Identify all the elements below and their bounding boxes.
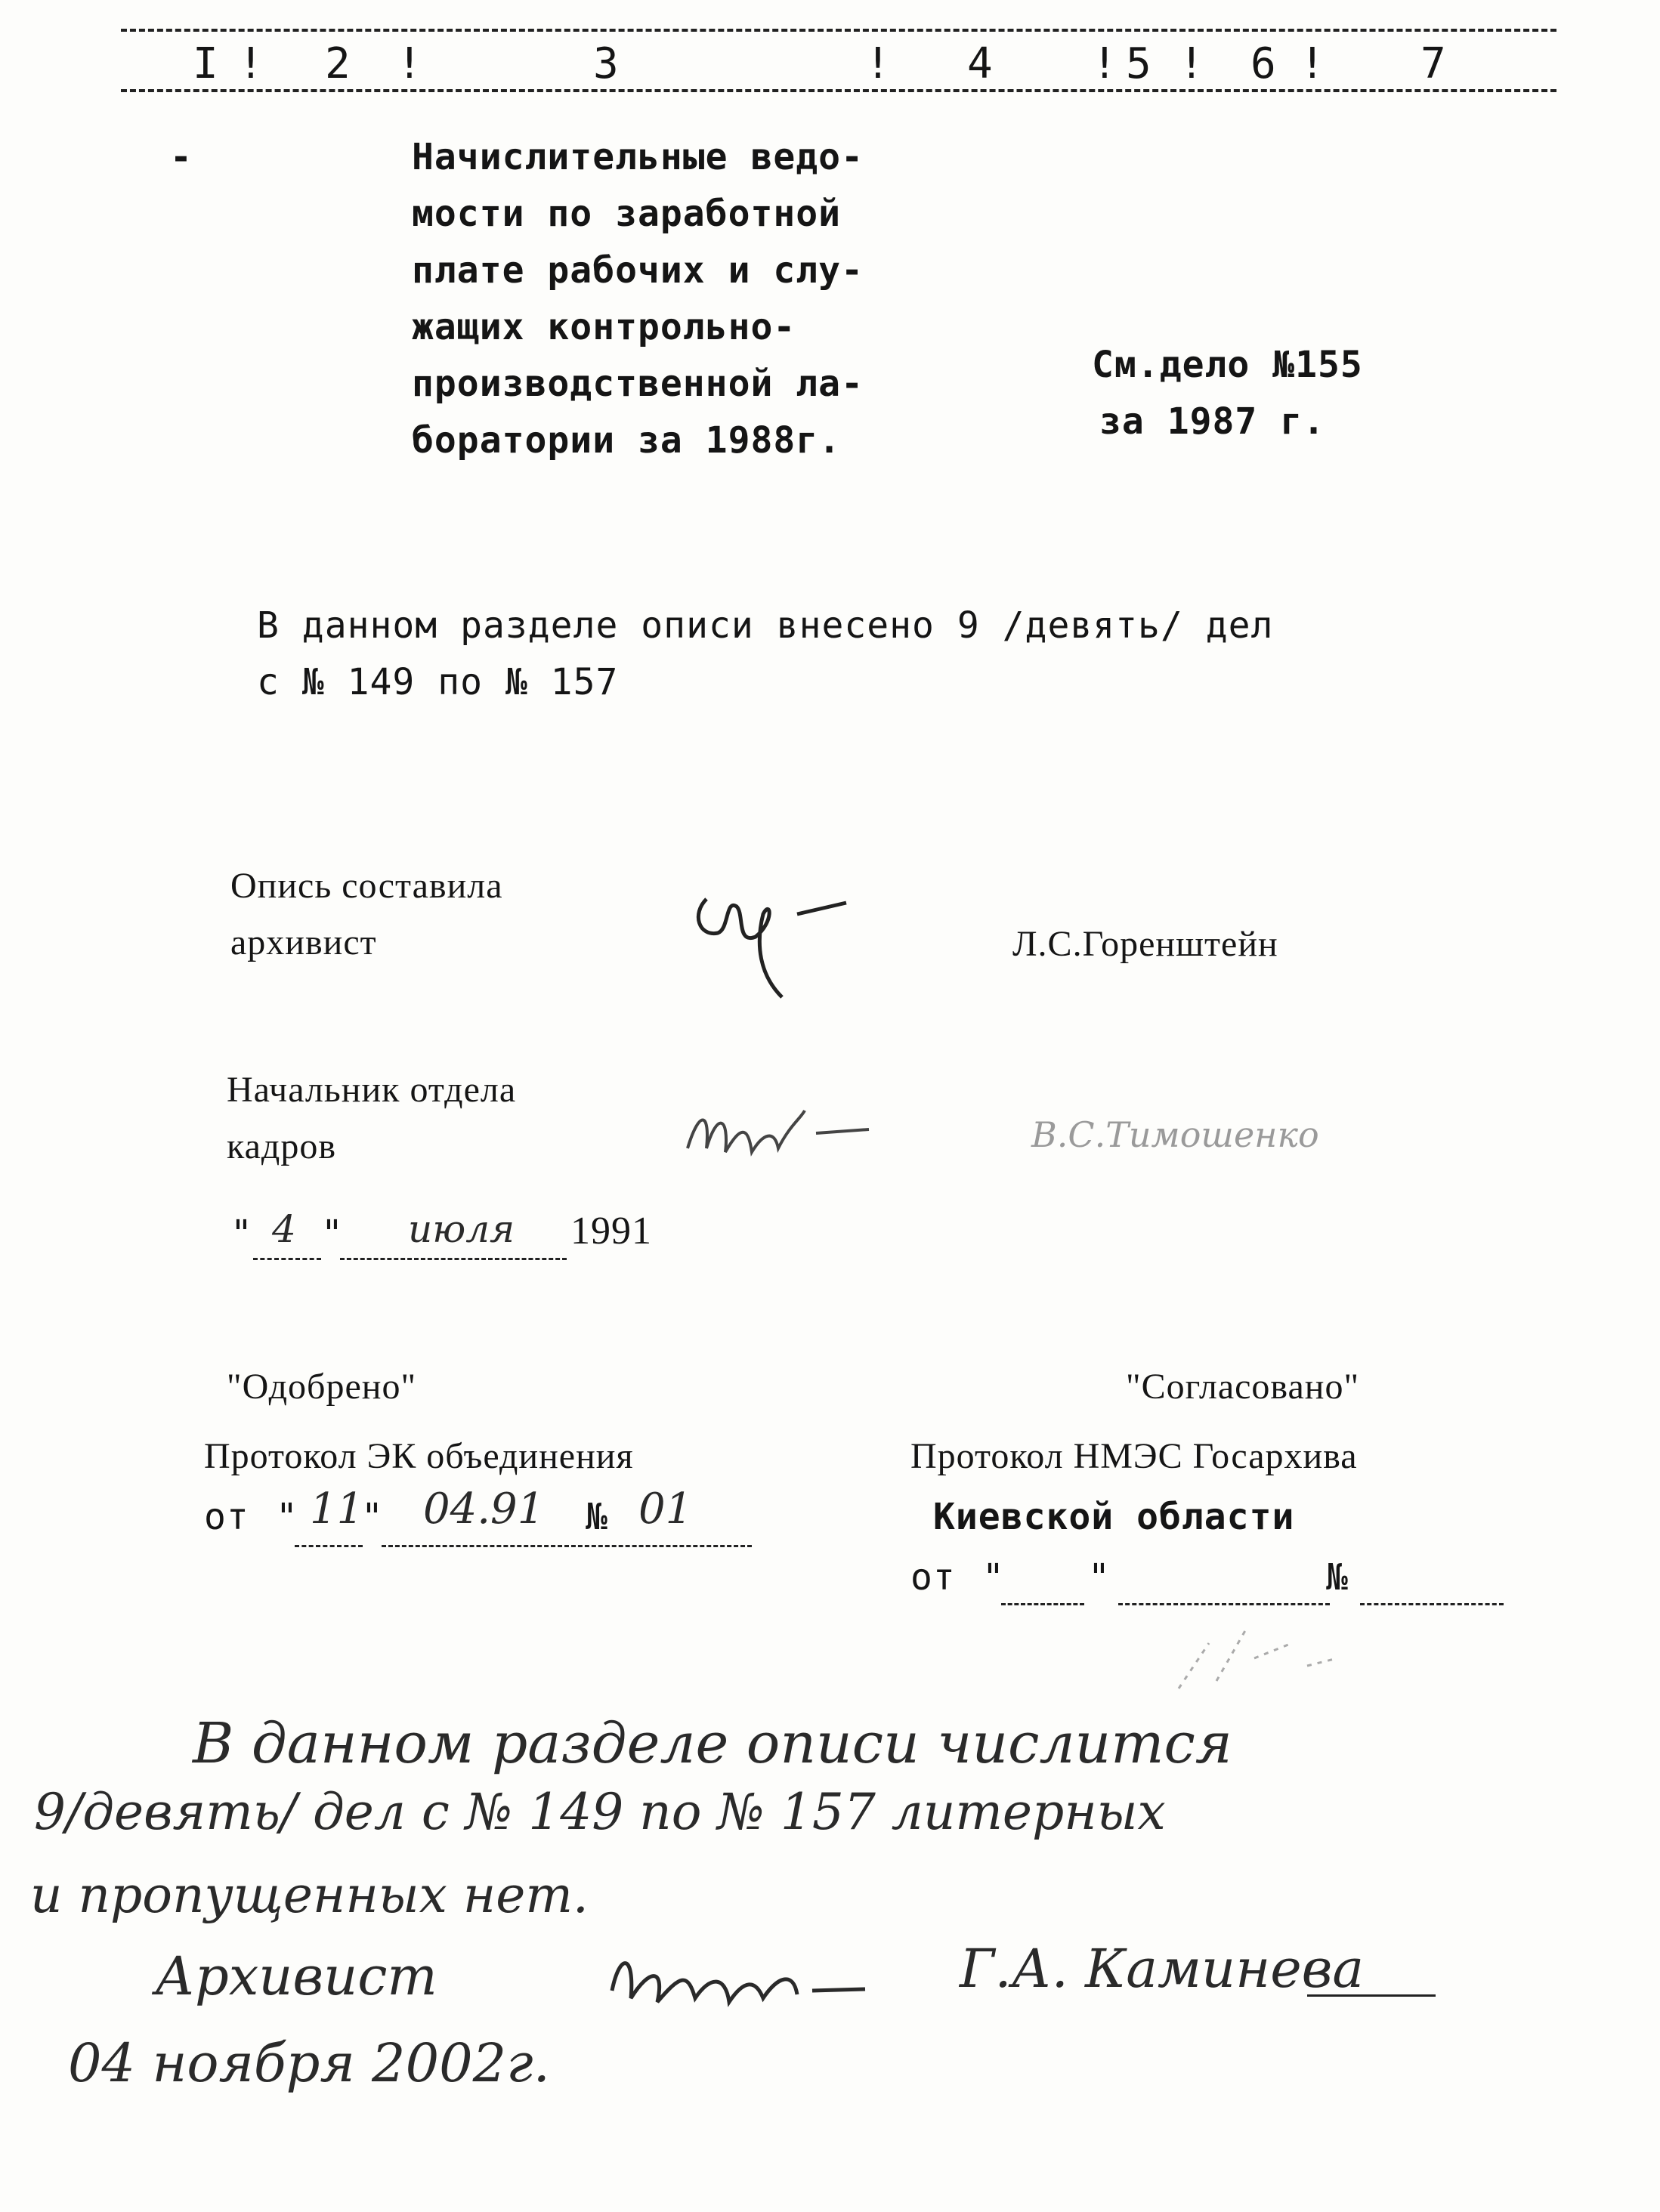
note-line-3: и пропущенных нет. (30, 1866, 589, 1924)
head-label-2: кадров (227, 1126, 336, 1166)
reference-line: См.дело №155 (1092, 344, 1363, 386)
reference-line: за 1987 г. (1099, 400, 1325, 443)
date-year: 1991 (570, 1209, 652, 1253)
approved-number: 01 (638, 1484, 693, 1534)
compiler-label-2: архивист (230, 922, 377, 962)
note-date: 04 ноября 2002г. (68, 2032, 550, 2094)
column-separator: ! (238, 39, 264, 88)
approved-number-mark: № (586, 1496, 608, 1538)
date-month-line (340, 1258, 567, 1260)
head-signature (680, 1088, 876, 1171)
summary-line-2: с № 149 по № 157 (257, 661, 619, 703)
approved-day-line (295, 1545, 363, 1547)
column-separator: ! (397, 39, 422, 88)
column-5: 5 (1126, 39, 1151, 88)
description-line: жащих контрольно- (412, 306, 796, 348)
description-line: Начислительные ведо- (412, 136, 864, 178)
approved-title: "Одобрено" (227, 1367, 417, 1407)
column-4: 4 (967, 39, 993, 88)
approved-day: 11 (310, 1484, 364, 1534)
approved-date-rest: 04.91 (423, 1484, 545, 1534)
head-label-1: Начальник отдела (227, 1070, 517, 1110)
approved-protocol: Протокол ЭК объединения (204, 1436, 634, 1476)
header-top-rule (121, 29, 1556, 32)
agreed-region: Киевской области (933, 1496, 1295, 1538)
agreed-faint-mark (1164, 1613, 1345, 1704)
description-line: мости по заработной (412, 193, 842, 235)
note-line-1: В данном разделе описи числится (193, 1711, 1232, 1776)
compiler-label-1: Опись составила (230, 866, 503, 906)
head-name: В.С.Тимошенко (1031, 1114, 1319, 1155)
agreed-month-line (1118, 1603, 1330, 1605)
column-separator: ! (1179, 39, 1204, 88)
column-1: I (193, 39, 218, 88)
note-signature (604, 1938, 876, 2028)
date-day-line (253, 1258, 321, 1260)
note-line-2: 9/девять/ дел с № 149 по № 157 литерных (34, 1783, 1166, 1841)
description-line: боратории за 1988г. (412, 419, 842, 462)
column-separator: ! (1092, 39, 1117, 88)
description-line: плате рабочих и слу- (412, 249, 864, 292)
column-separator: ! (1300, 39, 1325, 88)
approved-from-label: от (204, 1496, 249, 1538)
column-separator: ! (865, 39, 891, 88)
compiler-name: Л.С.Горенштейн (1012, 924, 1278, 964)
agreed-number-line (1360, 1603, 1504, 1605)
note-signer-title: Архивист (155, 1945, 437, 2007)
note-signer-name: Г.А. Каминева (960, 1938, 1365, 2000)
entry-dash: - (170, 136, 193, 178)
compiler-signature (684, 869, 858, 1005)
column-3: 3 (593, 39, 619, 88)
agreed-protocol: Протокол НМЭС Госархива (910, 1436, 1358, 1476)
description-line: производственной ла- (412, 363, 864, 405)
date-month: июля (408, 1207, 515, 1251)
column-2: 2 (325, 39, 351, 88)
agreed-day-line (1001, 1603, 1084, 1605)
column-6: 6 (1250, 39, 1276, 88)
column-7: 7 (1420, 39, 1446, 88)
header-bottom-rule (121, 89, 1556, 92)
date-day: 4 (272, 1207, 296, 1251)
summary-line-1: В данном разделе описи внесено 9 /девять/ дел (257, 604, 1274, 647)
agreed-number-mark: № (1326, 1556, 1349, 1599)
agreed-title: "Согласовано" (1126, 1367, 1360, 1407)
note-signer-underline (1307, 1994, 1436, 1997)
agreed-from-label: от (910, 1556, 956, 1599)
approved-rest-line (382, 1545, 752, 1547)
